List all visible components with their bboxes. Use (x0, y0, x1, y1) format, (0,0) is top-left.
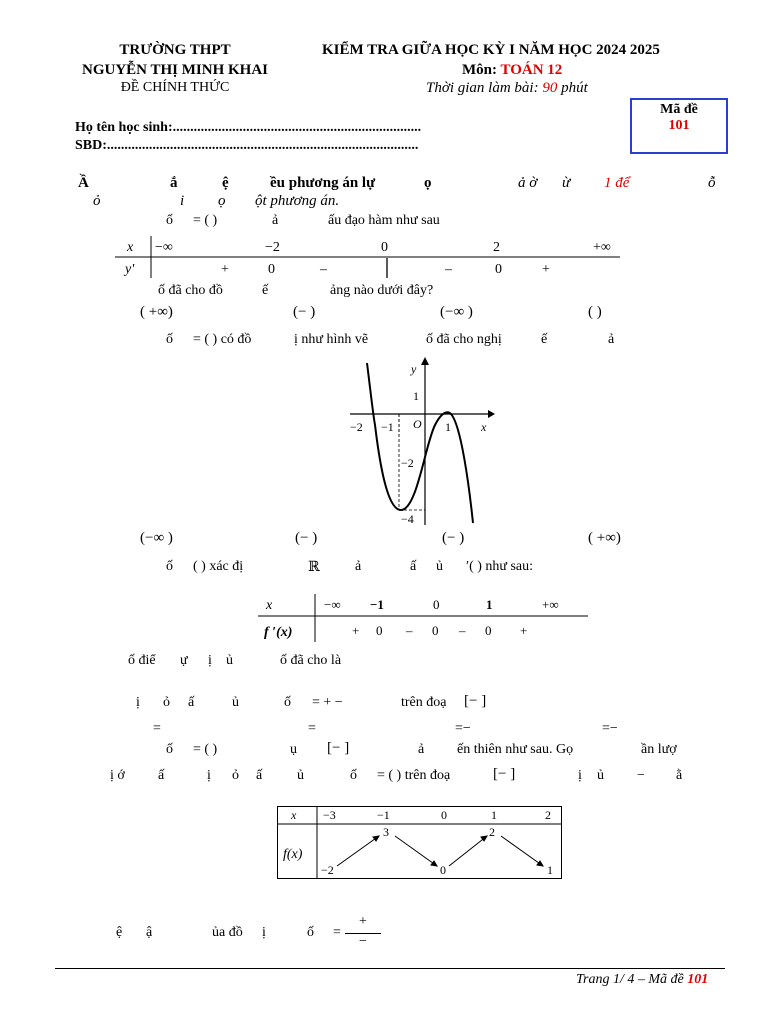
q3-sign: 0 (376, 623, 383, 638)
subject-line (462, 62, 562, 79)
q1-x-label: x (127, 240, 134, 255)
official-label: ĐỀ CHÍNH THỨC (120, 80, 230, 95)
q3-sign-table (258, 592, 593, 644)
q5-x-value: 0 (441, 808, 447, 822)
q3-sign: 0 (432, 623, 439, 638)
q2-y-tick: −2 (401, 456, 414, 470)
q3-text-e: ấ (410, 559, 417, 574)
q1-text-a: ố (166, 213, 173, 228)
q4-option-a[interactable]: = (153, 721, 161, 736)
part1-heading-d: ều phương án lự (270, 175, 376, 191)
q1-y-label: y' (125, 262, 135, 277)
q6-text-c: ủa đồ (212, 925, 243, 940)
q5-f-value: 2 (489, 825, 495, 839)
part1-note-points: 1 để (604, 175, 630, 191)
part1-heading-e: ọ (424, 175, 432, 191)
part1-note-a: ả ờ (518, 175, 538, 191)
q4-text-a: ị (136, 695, 140, 710)
q1-option-c[interactable]: (−∞ ) (440, 304, 473, 320)
q6-text-d: ị (262, 925, 266, 940)
q5-line2-g: ố (350, 768, 357, 783)
q3-x-value: +∞ (542, 597, 559, 612)
q3-text-b: ( ) xác đị (193, 559, 244, 574)
q3-text-f: ủ (436, 559, 443, 574)
q2-y-tick: 1 (413, 389, 419, 403)
q5-line2-m: ằ (676, 768, 683, 783)
part1-line2-a: ỏ (93, 193, 101, 209)
q3-f-label: f ′(x) (264, 625, 293, 640)
q1-question-b: ế (262, 283, 269, 298)
q3-x-value: −∞ (324, 597, 341, 612)
subject-label: Môn: (462, 62, 497, 78)
q5-line2-l: − (637, 768, 645, 783)
q5-line2-a: ị ớ (110, 768, 125, 783)
q1-x-value: +∞ (593, 240, 611, 255)
q2-text-f: ả (608, 332, 615, 347)
q2-text-b: = ( ) có đồ (193, 332, 252, 347)
q5-x-label: x (291, 808, 297, 822)
school-name-line1: TRƯỜNG THPT (119, 42, 231, 58)
footer-code: 101 (687, 972, 709, 987)
q5-line2-h: = ( ) trên đoạ (377, 768, 451, 783)
q2-x-tick: −2 (350, 420, 363, 434)
q1-sign: – (320, 262, 327, 277)
q2-x-tick: −1 (381, 420, 394, 434)
q2-function-graph (345, 355, 495, 527)
q5-f-value: 0 (440, 863, 446, 877)
q3-x-value: 1 (486, 597, 493, 612)
q4-text-b: ỏ (163, 695, 170, 710)
q5-line2-c: ị (207, 768, 211, 783)
q6-fraction-denominator: − (359, 934, 367, 949)
q1-option-d[interactable]: ( ) (588, 304, 602, 320)
q1-question-a: ố đã cho đồ (158, 283, 223, 298)
q2-x-axis-label: x (481, 420, 487, 434)
q4-text-c: ấ (188, 695, 195, 710)
student-name-field: Họ tên học sinh:....................................................................... (75, 120, 422, 135)
q1-question-c: ảng nào dưới đây? (330, 283, 434, 298)
q4-option-b[interactable]: = (308, 721, 316, 736)
part1-line2-b: i (180, 193, 185, 209)
q5-x-value: 1 (491, 808, 497, 822)
q4-text-e: ố (284, 695, 291, 710)
q3-question-b: ự (180, 653, 188, 668)
q2-y-tick: −4 (401, 512, 414, 526)
q1-sign: 0 (268, 262, 275, 277)
q5-line2-e: ấ (256, 768, 263, 783)
part1-note-end: ỗ (708, 175, 716, 191)
time-unit: phút (561, 80, 588, 96)
exam-code-box (630, 98, 728, 154)
part1-heading-a: Ầ (78, 175, 89, 191)
part1-line2-c: ọ (218, 193, 226, 209)
q1-x-value: 2 (493, 240, 500, 255)
q6-text-e: ố (307, 925, 314, 940)
exam-code-value: 101 (668, 118, 690, 133)
part1-note-b: ừ (562, 175, 571, 191)
q5-line1-e: ả (418, 742, 425, 757)
exam-title: KIỂM TRA GIỮA HỌC KỲ I NĂM HỌC 2024 2025 (322, 42, 660, 58)
q3-sign: – (459, 623, 466, 638)
q4-option-d[interactable]: =− (602, 721, 618, 736)
q1-sign: 0 (495, 262, 502, 277)
q5-f-value: 3 (383, 825, 389, 839)
q3-text-a: ố (166, 559, 173, 574)
q1-sign: + (221, 262, 229, 277)
q4-interval: [− ] (464, 693, 487, 709)
time-label: Thời gian làm bài: (426, 80, 539, 96)
time-line (426, 80, 588, 97)
q5-line2-k: ủ (597, 768, 604, 783)
q5-line2-f: ủ (297, 768, 304, 783)
q2-x-tick: 1 (445, 420, 451, 434)
q3-x-value: 0 (433, 597, 440, 612)
q2-origin-label: O (413, 417, 422, 431)
q5-x-value: −3 (323, 808, 336, 822)
q3-text-c: ℝ (308, 560, 320, 575)
q5-line2-b: ấ (158, 768, 165, 783)
q2-option-d[interactable]: ( +∞) (588, 530, 621, 546)
part1-heading-c: ệ (222, 175, 229, 191)
q3-sign: + (520, 623, 528, 638)
q2-text-d: ố đã cho nghị (426, 332, 502, 347)
q2-y-axis-label: y (411, 362, 417, 376)
q6-fraction-numerator: + (359, 914, 367, 929)
q5-x-value: −1 (377, 808, 390, 822)
q1-text-b: = ( ) (193, 213, 218, 228)
footer-divider (55, 968, 725, 969)
q6-equals: = (333, 925, 341, 940)
q5-line2-interval: [− ] (493, 766, 516, 782)
q4-text-d: ủ (232, 695, 239, 710)
school-name-line2: NGUYỄN THỊ MINH KHAI (82, 62, 268, 78)
q5-f-value: −2 (321, 863, 334, 877)
footer-page-info (576, 972, 708, 988)
q1-x-value: −2 (265, 240, 280, 255)
q6-text-b: ậ (146, 925, 153, 940)
q2-text-c: ị như hình vẽ (294, 332, 369, 347)
q1-sign: + (542, 262, 550, 277)
q4-text-f: = + − (312, 695, 343, 710)
q1-option-a[interactable]: ( +∞) (140, 304, 173, 320)
q5-line1-c: ụ (290, 742, 297, 757)
q2-option-b[interactable]: (− ) (295, 530, 318, 546)
q3-x-label: x (266, 598, 273, 613)
footer-page-text: Trang 1/ 4 – Mã đề (576, 972, 684, 987)
part1-line2-d: ột phương án. (255, 193, 340, 209)
q3-question-a: ố điể (128, 653, 156, 668)
q5-f-label: f(x) (283, 847, 303, 862)
q1-option-b[interactable]: (− ) (293, 304, 316, 320)
q3-sign: – (406, 623, 413, 638)
q3-question-c: ị (208, 653, 212, 668)
q5-line2-d: ỏ (232, 768, 239, 783)
q1-text-d: ấu đạo hàm như sau (328, 213, 440, 228)
q6-text-a: ệ (116, 925, 123, 940)
q5-variation-table (277, 806, 563, 880)
q3-text-d: ả (355, 559, 362, 574)
part1-heading-b: ắ (170, 175, 178, 191)
q5-line1-a: ố (166, 742, 173, 757)
q1-x-value: −∞ (155, 240, 173, 255)
q3-question-e: ố đã cho là (280, 653, 342, 668)
q2-option-c[interactable]: (− ) (442, 530, 465, 546)
q3-question-d: ủ (226, 653, 233, 668)
q5-line1-g: ần lượ (641, 742, 677, 757)
q2-option-a[interactable]: (−∞ ) (140, 530, 173, 546)
q4-text-g: trên đoạ (401, 695, 447, 710)
q2-text-a: ố (166, 332, 173, 347)
q3-sign: 0 (485, 623, 492, 638)
subject-value: TOÁN 12 (500, 62, 563, 78)
q1-x-value: 0 (381, 240, 388, 255)
q1-sign-table (115, 236, 625, 280)
q5-line2-j: ị (578, 768, 582, 783)
q1-text-c: ả (272, 213, 279, 228)
q5-f-value: 1 (547, 863, 553, 877)
q1-sign: – (445, 262, 452, 277)
q4-option-c[interactable]: =− (455, 721, 471, 736)
time-value: 90 (542, 80, 558, 96)
q2-text-e: ế (541, 332, 548, 347)
q5-x-value: 2 (545, 808, 551, 822)
exam-code-label: Mã đề (660, 102, 698, 117)
q3-sign: + (352, 623, 360, 638)
q5-line1-interval: [− ] (327, 740, 350, 756)
q5-line1-b: = ( ) (193, 742, 218, 757)
q5-line1-f: ến thiên như sau. Gọ (457, 742, 574, 757)
sbd-field: SBD:......................................................................................... (75, 138, 419, 153)
q3-x-value: −1 (370, 597, 384, 612)
q3-text-g: ′( ) như sau: (466, 559, 534, 574)
